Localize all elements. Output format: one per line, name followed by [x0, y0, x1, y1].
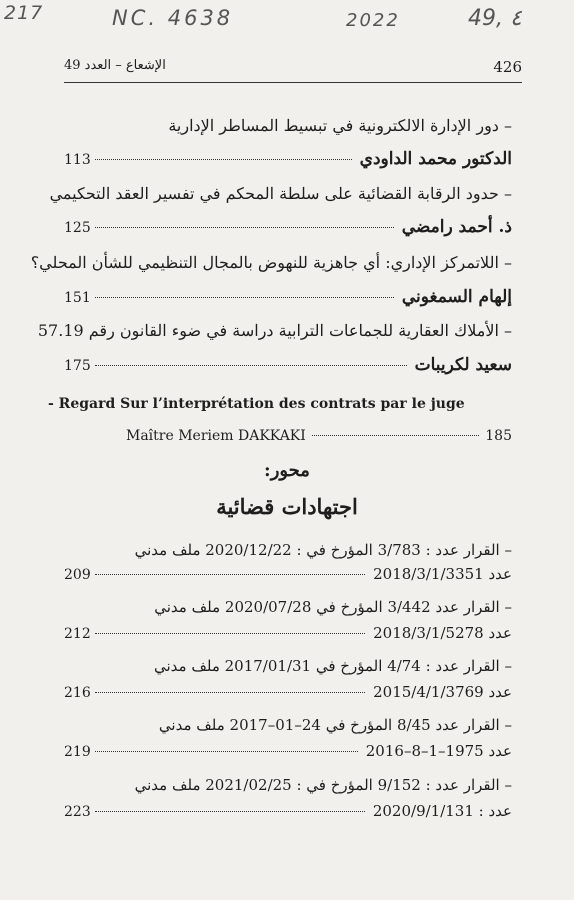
- decision-ref-row: [64, 742, 512, 760]
- decision-file-number: عدد 2015/4/1/3769: [373, 683, 512, 701]
- handwritten-note-1: 217: [4, 2, 44, 24]
- article-author-row: [64, 149, 512, 169]
- decision-file-number: عدد 1975–1–8–2016: [365, 742, 512, 760]
- article-author: سعيد لكريبات: [414, 355, 512, 375]
- dot-leader: [95, 751, 358, 752]
- article-title: – اللاتمركز الإداري: أي جاهزية للنهوض بالمجال التنظيمي للشأن المحلي؟: [30, 253, 512, 272]
- decision-ref-row: [64, 802, 512, 820]
- dot-leader: [95, 159, 352, 160]
- article-author: إلهام السمغوني: [401, 287, 512, 307]
- decision-ref-row: [64, 565, 512, 583]
- french-article-author-row: [126, 428, 512, 444]
- decision-line: – القرار عدد : 3/783 المؤرخ في : 2020/12/22 ملف مدني: [134, 541, 512, 559]
- page-header: [64, 56, 522, 83]
- section-label: محور:: [264, 460, 310, 481]
- decision-line: – القرار عدد 3/442 المؤرخ في 2020/07/28 ملف مدني: [154, 598, 512, 616]
- journal-title: الإشعاع – العدد 49: [64, 58, 166, 73]
- section-title: اجتهادات قضائية: [216, 494, 358, 519]
- article-author: الدكتور محمد الداودي: [359, 149, 512, 169]
- dot-leader: [312, 435, 479, 436]
- decision-page: 219: [64, 744, 91, 760]
- dot-leader: [95, 227, 394, 228]
- article-author-row: [64, 287, 512, 307]
- article-page: 125: [64, 220, 91, 236]
- dot-leader: [95, 365, 407, 366]
- french-article-page: 185: [485, 428, 512, 444]
- article-title: – الأملاك العقارية للجماعات الترابية دراسة في ضوء القانون رقم 57.19: [37, 321, 512, 340]
- handwritten-note-4: 49, ٤: [468, 6, 522, 31]
- article-author: ذ. أحمد رامضي: [401, 217, 512, 237]
- article-author-row: [64, 355, 512, 375]
- dot-leader: [95, 574, 365, 575]
- article-title: – دور الإدارة الالكترونية في تبسيط المساطر الإدارية: [168, 116, 512, 135]
- dot-leader: [95, 633, 365, 634]
- handwritten-note-2: NC. 4638: [112, 6, 234, 30]
- dot-leader: [95, 811, 365, 812]
- decision-line: – القرار عدد 8/45 المؤرخ في 24–01–2017 ملف مدني: [158, 716, 512, 734]
- decision-page: 216: [64, 685, 91, 701]
- decision-file-number: عدد : 2020/9/1/131: [372, 802, 512, 820]
- decision-ref-row: [64, 624, 512, 642]
- french-article-author: Maître Meriem DAKKAKI: [126, 428, 306, 444]
- handwritten-note-3: 2022: [346, 10, 400, 31]
- french-article-title: - Regard Sur l’interprétation des contrats par le juge: [48, 396, 465, 412]
- dot-leader: [95, 692, 365, 693]
- page-number: 426: [493, 58, 522, 76]
- decision-page: 223: [64, 804, 91, 820]
- article-author-row: [64, 217, 512, 237]
- article-page: 175: [64, 358, 91, 374]
- decision-file-number: عدد 2018/3/1/3351: [373, 565, 512, 583]
- article-title: – حدود الرقابة القضائية على سلطة المحكم في تفسير العقد التحكيمي: [49, 184, 512, 203]
- decision-line: – القرار عدد : 4/74 المؤرخ في 2017/01/31 ملف مدني: [153, 657, 512, 675]
- article-page: 113: [64, 152, 91, 168]
- article-page: 151: [64, 290, 91, 306]
- decision-line: – القرار عدد : 9/152 المؤرخ في : 2021/02/25 ملف مدني: [134, 776, 512, 794]
- dot-leader: [95, 297, 394, 298]
- decision-page: 212: [64, 626, 91, 642]
- decision-page: 209: [64, 567, 91, 583]
- decision-ref-row: [64, 683, 512, 701]
- decision-file-number: عدد 2018/3/1/5278: [373, 624, 512, 642]
